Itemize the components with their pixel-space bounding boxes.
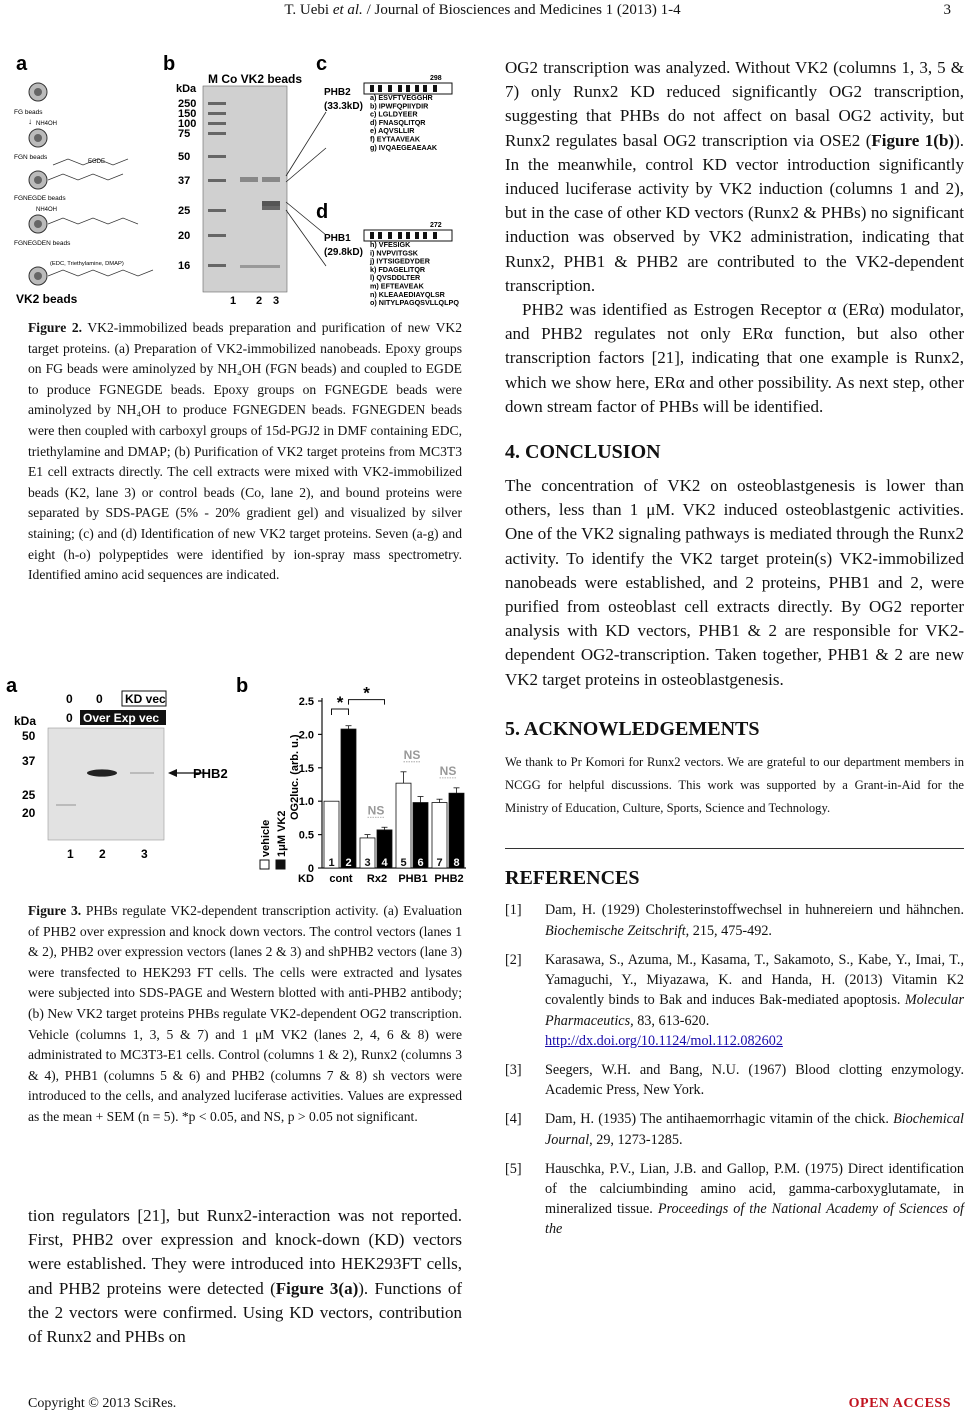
reference-text: Hauschka, P.V., Lian, J.B. and Gallop, P.M. (1975) Direct identification of the calciumbinding amino acid, gamma-carboxyglutamate, in mineralized tissue. Proceedings of the National Academy of Sciences of the (545, 1160, 964, 1238)
reference-text: Karasawa, S., Azuma, M., Kasama, T., Sakamoto, S., Kabe, Y., Imai, T., Yamaguchi, Y., Miyazawa, K. and Handa, H. (2013) Vitamin K2 covalently binds to Bak and induces Bak-mediated apoptosis. Molecular Pharmaceutics, 83, 613-620. http://dx.doi.org/10.1124/mol.112.082602 (545, 951, 964, 1049)
right-paragraph-2: PHB2 was identified as Estrogen Receptor α (ERα) modulator, and PHB2 regulates not only ERα function, but also other transcription factors [21], indicating that one example is Runx2, which we show here, ERα and other possibility. As next step, other down stream factor of PHBs will be identified. (505, 300, 964, 416)
fig2-step-1: FG beads (14, 109, 43, 116)
fig2-peptide-mark (433, 232, 437, 239)
figure-3 (0, 670, 470, 895)
fig2-peptide: k) FDAGELITQR (370, 264, 426, 274)
fig2-phb1-name: PHB1 (324, 233, 351, 244)
fig2-peptide-mark (415, 232, 419, 239)
right-p1-b: ). In the meanwhile, control KD vector introduction significantly induced luciferase activity by VK2 induction (columns 1 and 2), but in the case of other KD vectors (Runx2 & PHBs) no significant induction was observed by VK2 administration, indicating that Runx2, PHB1 & PHB2 are contributed to the VK2-dependent transcription. (505, 130, 965, 295)
fig2-bead-scheme (14, 83, 153, 306)
bar-number: 7 (436, 857, 443, 869)
figure-2-caption-text: VK2-immobilized beads preparation and purification of new VK2 target proteins. (a) Preparation of VK2-immobilized nanobeads. Epoxy groups on FG beads were aminolyzed by NH₄OH (FGN beads) and coupled to EGDE to produce FGNEGDE beads. Epoxy groups on FGNEGDE beads were aminolyzed by NH₄OH to produce FGNEGDEN beads. FGNEGDEN beads were then coupled with carboxyl groups of 15d-PGJ2 in DMF containing EDC, triethylamine and DMAP; (b) Purification of VK2 target proteins from MC3T3 E1 cell extracts directly. The cell extracts were mixed with VK2-immobilized beads (K2, lane 3) or control beads (Co, lane 2), and bound proteins were separated by SDS-PAGE (5% - 20% gradient gel) and visualized by silver staining; (c) and (d) Identification of new VK2 target proteins. Seven (a-g) and eight (h-o) polypeptides were identified by ion-spray mass spectrometry. Identified amino acid sequences are indicated. (28, 320, 462, 583)
fig3-lane-label: 1 (67, 847, 74, 861)
figure-2-caption-label: Figure 2. (28, 320, 83, 335)
fig3-row2-over: Over Exp vec (83, 711, 160, 725)
fig2-peptide-mark (433, 85, 437, 92)
reference-journal: Biochemical Journal (545, 1111, 964, 1148)
reference-number: [3] (505, 1061, 522, 1078)
ns-label: NS (367, 803, 385, 818)
fig2-marker-label: 75 (178, 128, 191, 140)
fig2-peptide: m) EFTEAVEAK (370, 281, 424, 291)
fig2-step-8: (EDC, Triethylamine, DMAP) (50, 261, 124, 267)
running-header (0, 2, 965, 19)
fig2-panel-d-label: d (316, 201, 329, 223)
fig2-peptide-mark (423, 85, 427, 92)
fig2-gel-header: M Co VK2 beads (208, 72, 303, 86)
x-category-label: PHB1 (398, 873, 428, 885)
bar-number: 1 (328, 857, 335, 869)
fig3-marker-label: 50 (22, 729, 36, 743)
figure-3-caption (28, 901, 462, 1128)
fig3-band-label: PHB2 (193, 766, 228, 781)
ack-heading: 5. ACKNOWLEDGEMENTS (505, 717, 760, 740)
fig3-lane-label: 3 (141, 847, 148, 861)
reference-number: [4] (505, 1111, 522, 1128)
reference-text: Dam, H. (1935) The antihaemorrhagic vitamin of the chick. Biochemical Journal, 29, 1273-1285. (545, 1111, 964, 1148)
fig2-gel-markers (178, 98, 196, 272)
fig2-step-7: FGNEGDEN beads (14, 240, 71, 247)
fig3-marker-label: 20 (22, 806, 36, 820)
fig2-peptide: i) NVPVITGSK (370, 248, 418, 258)
fig2-peptide: b) IPWFQPIIYDIR (370, 101, 429, 111)
y-tick-label: 2.0 (298, 729, 314, 742)
reference-text: Seegers, W.H. and Bang, N.U. (1967) Blood clotting enzymology. Academic Press, New York. (545, 1061, 964, 1099)
right-p1-figref: Figure 1(b) (871, 130, 955, 150)
left-p1-b: ). Functions of the 2 vectors were confirmed. Using KD vectors, contribution of Runx2 and PHBs on (28, 1278, 463, 1347)
fig2-phb1-length: 272 (430, 222, 442, 229)
fig2-peptide-mark (388, 85, 392, 92)
bar (341, 729, 356, 868)
fig2-marker-band (208, 102, 226, 105)
fig3-panel-a-label: a (6, 675, 18, 697)
y-tick-label: 2.5 (298, 696, 314, 708)
x-category-label: Rx2 (366, 873, 388, 885)
bar-number: 2 (345, 857, 352, 869)
running-title-authors: T. Uebi (284, 2, 333, 18)
right-paragraph-1 (505, 56, 964, 298)
x-axis-prefix: KD (298, 873, 314, 885)
right-column (505, 56, 964, 1249)
y-tick-label: 1.0 (298, 796, 314, 809)
fig2-marker-label: 100 (178, 118, 197, 130)
fig2-phb2-name: PHB2 (324, 87, 351, 98)
fig2-marker-band (208, 234, 226, 237)
bar (396, 783, 411, 868)
figure-3-caption-text: PHBs regulate VK2-dependent transcription activity. (a) Evaluation of PHB2 over expression and knock down vectors. The control vectors (lanes 1 & 2), PHB2 over expression vectors (lanes 2 & 3) and shPHB2 vectors (lane 3) were transfected to HEK293 FT cells. The cells were extracted and lysates were subjected into SDS-PAGE and Western blotted with anti-PHB2 antibody; (b) New VK2 target proteins PHBs regulate VK2-dependent OG2 transcription. Vehicle (columns 1, 3, 5 & 7) and 1 μM VK2 (lanes 2, 4, 6 & 8) were administrated to MC3T3-E1 cells. Control (columns 1 & 2), Runx2 (columns 3 & 4), PHB1 (columns 5 & 6) and PHB2 (columns 7 & 8) sh vectors were introduced to the cells, and analyzed luciferase activities. Values are expressed as the mean + SEM (n = 5). *p < 0.05, and NS, p > 0.05 not significant. (28, 903, 462, 1124)
fig3-kda-label: kDa (14, 714, 37, 728)
y-tick-label: 0.5 (298, 829, 314, 842)
fig2-phb2-length: 298 (430, 75, 442, 82)
legend-label-vehicle: vehicle (260, 819, 272, 857)
bar-number: 4 (381, 857, 388, 869)
fig2-marker-label: 16 (178, 260, 191, 272)
fig2-peptide: l) QVSDDLTER (370, 273, 421, 283)
fig2-peptide-mark (398, 85, 402, 92)
fig2-marker-band (208, 122, 226, 125)
fig2-peptide: o) NITYLPAGQSVLLQLPQ (370, 298, 459, 308)
fig2-marker-label: 37 (178, 175, 191, 187)
left-p1-figref: Figure 3(a) (275, 1278, 359, 1298)
running-title-journal: / Journal of Biosciences and Medicines 1 (2013) 1-4 (362, 2, 681, 18)
reference-journal: Biochemische Zeitschrift (545, 922, 686, 939)
reference-text: Dam, H. (1929) Cholesterinstoffwechsel in huhnereiern und hähnchen. Biochemische Zeitschrift, 215, 475-492. (545, 902, 964, 939)
left-body-text (28, 1204, 462, 1349)
fig2-peptide-mark (415, 85, 419, 92)
fig2-panel-c-label: c (316, 53, 328, 75)
reference-number: [1] (505, 902, 522, 919)
fig2-step-2: NH4OH (36, 121, 58, 127)
fig3-bar-chart (260, 684, 466, 885)
reference-doi-link[interactable]: http://dx.doi.org/10.1124/mol.112.082602 (545, 1032, 783, 1049)
fig2-peptide: e) AQVSLLIR (370, 126, 415, 136)
y-tick-label: 0 (307, 863, 314, 875)
reference-item (505, 900, 964, 940)
section-divider (505, 848, 964, 849)
left-p1-a: tion regulators [21], but Runx2-interaction was not reported. First, PHB2 over expression and knock-down (KD) vectors were established. They were introduced into HEK293FT cells, and PHB2 proteins were detected ( (28, 1206, 462, 1298)
right-p1-a: OG2 transcription was analyzed. Without VK2 (columns 1, 3, 5 & 7) only Runx2 KD reduced significantly OG2 transcription, suggesting that PHBs do not affect on basal OG2 activity, but Runx2 regulates basal OG2 transcription via OSE2 ( (505, 58, 964, 150)
reference-number: [2] (505, 951, 522, 968)
fig3-lane-label: 2 (99, 847, 106, 861)
fig2-peptide: h) VFESIGK (370, 240, 411, 249)
bar-number: 5 (400, 857, 407, 869)
fig3-marker-label: 25 (22, 788, 36, 802)
fig2-peptide-mark (370, 85, 374, 92)
figure-3-graphic (0, 670, 470, 895)
y-tick-label: 1.5 (298, 762, 314, 775)
fig2-phb1-mw: (29.8kD) (324, 247, 363, 258)
fig2-panel-b-label: b (163, 53, 176, 75)
references-heading: REFERENCES (505, 867, 640, 890)
fig2-marker-band (208, 179, 226, 182)
conclusion-heading: 4. CONCLUSION (505, 441, 661, 464)
reference-item (505, 1060, 964, 1100)
fig2-marker-band (208, 112, 226, 115)
footer-open-access: OPEN ACCESS (848, 1396, 951, 1411)
fig2-lane-label: 3 (273, 295, 280, 307)
fig2-peptide-mark (378, 85, 382, 92)
fig2-step-9: VK2 beads (16, 292, 78, 306)
fig2-peptide-mark (370, 232, 374, 239)
fig2-peptide-mark (423, 232, 427, 239)
chart-legend (260, 811, 288, 869)
running-title-etal: et al. (332, 2, 363, 18)
fig2-peptide: f) EYTAAVEAK (370, 134, 421, 144)
figure-2-caption (28, 318, 462, 586)
fig3-row1-c2: 0 (96, 692, 103, 706)
reference-item (505, 950, 964, 1051)
sig-star: * (363, 683, 370, 703)
fig2-marker-band (208, 132, 226, 135)
legend-label-vk2: 1μM VK2 (276, 810, 288, 857)
ns-label: NS (439, 763, 457, 778)
fig3-panel-b-label: b (236, 675, 249, 697)
reference-journal: Proceedings of the National Academy of Sciences of the (545, 1201, 964, 1238)
fig2-peptide-mark (378, 232, 382, 239)
footer-copyright: Copyright © 2013 SciRes. (28, 1396, 177, 1411)
reference-item (505, 1109, 964, 1149)
fig2-kda-label: kDa (176, 83, 197, 95)
y-axis-label: OG2luc. (arb. u.) (289, 734, 301, 820)
bar-number: 3 (364, 857, 371, 869)
fig2-peptide-mark (388, 232, 392, 239)
fig3-row2-c1: 0 (66, 711, 73, 725)
fig2-peptide: j) IYTSIGEDYDER (370, 256, 430, 266)
fig2-marker-band (208, 264, 226, 267)
bar-number: 6 (417, 857, 424, 869)
fig2-step-4: EGDE (88, 159, 106, 165)
fig2-gel-image (203, 86, 287, 292)
figure-2-graphic (14, 52, 462, 312)
fig2-peptide-mark (406, 232, 410, 239)
fig2-marker-label: 150 (178, 108, 197, 120)
ns-label: NS (403, 747, 421, 762)
fig2-peptide: a) ESVFTVEGGHR (370, 93, 433, 102)
legend-swatch-vehicle (260, 860, 269, 869)
fig2-peptide-mark (406, 85, 410, 92)
fig2-marker-label: 20 (178, 230, 191, 242)
fig2-peptide: c) LGLDYEER (370, 109, 418, 119)
page-number: 3 (943, 2, 951, 18)
sig-star: * (336, 693, 344, 713)
ack-text: We thank to Pr Komori for Runx2 vectors. We are grateful to our department members in NCGG for helpful discussions. This work was supported by a Grant-in-Aid for the Ministry of Education, Culture, Sports, Science and Technology. (505, 754, 964, 816)
fig2-marker-band (208, 209, 226, 212)
fig2-marker-label: 50 (178, 151, 191, 163)
reference-item (505, 1159, 964, 1240)
reference-journal: Molecular Pharmaceutics (545, 992, 964, 1029)
fig2-step-6: NH4OH (36, 207, 58, 213)
fig2-lane-label: 1 (230, 295, 237, 307)
fig2-peptide-mark (398, 232, 402, 239)
fig2-panel-a-label: a (16, 53, 28, 75)
fig2-phb2-mw: (33.3kD) (324, 101, 363, 112)
reference-list (505, 900, 964, 1239)
x-category-label: cont (329, 873, 353, 885)
figure-2 (14, 52, 462, 312)
fig2-peptide: n) KLEAAEDIAYQLSR (370, 289, 445, 299)
fig3-blot-image (48, 728, 164, 840)
fig2-step-5: FGNEGDE beads (14, 195, 66, 202)
fig2-peptide: d) FNASQLITQR (370, 117, 426, 127)
fig2-marker-band (208, 155, 226, 158)
fig3-row1-kd: KD vec (125, 692, 166, 706)
left-paragraph (28, 1204, 462, 1349)
fig2-lane-label: 2 (256, 295, 263, 307)
fig2-step-3: FGN beads (14, 154, 48, 161)
fig3-blot-band-lane2 (87, 769, 117, 776)
fig2-marker-label: 250 (178, 98, 197, 110)
svg-text:↓: ↓ (28, 117, 32, 126)
legend-swatch-vk2 (276, 860, 285, 869)
fig3-row1-c1: 0 (66, 692, 73, 706)
conclusion-text: The concentration of VK2 on osteoblastgenesis is lower than others, less than 1 μM. VK2 induced osteoblastgenic activities. One of the VK2 signaling pathways is mediated through the Runx2 activity. To identify the VK2 target protein(s) VK2-immobilized nanobeads were established, and 2 proteins, PHB1 and 2, were purified from osteoblast cell extracts directly. By OG2 reporter analysis with KD vectors, PHB1 & 2 are responsible for VK2-dependent OG2-transcription. Taken together, PHB1 & 2 are new VK2 target proteins in osteoblastgenesis. (505, 476, 964, 689)
fig2-peptide: g) IVQAEGEAEAAK (370, 142, 438, 152)
x-category-label: PHB2 (434, 873, 464, 885)
figure-3-caption-label: Figure 3. (28, 903, 82, 918)
bar-number: 8 (453, 857, 460, 869)
reference-number: [5] (505, 1160, 522, 1177)
fig2-marker-label: 25 (178, 205, 191, 217)
fig3-marker-label: 37 (22, 754, 36, 768)
